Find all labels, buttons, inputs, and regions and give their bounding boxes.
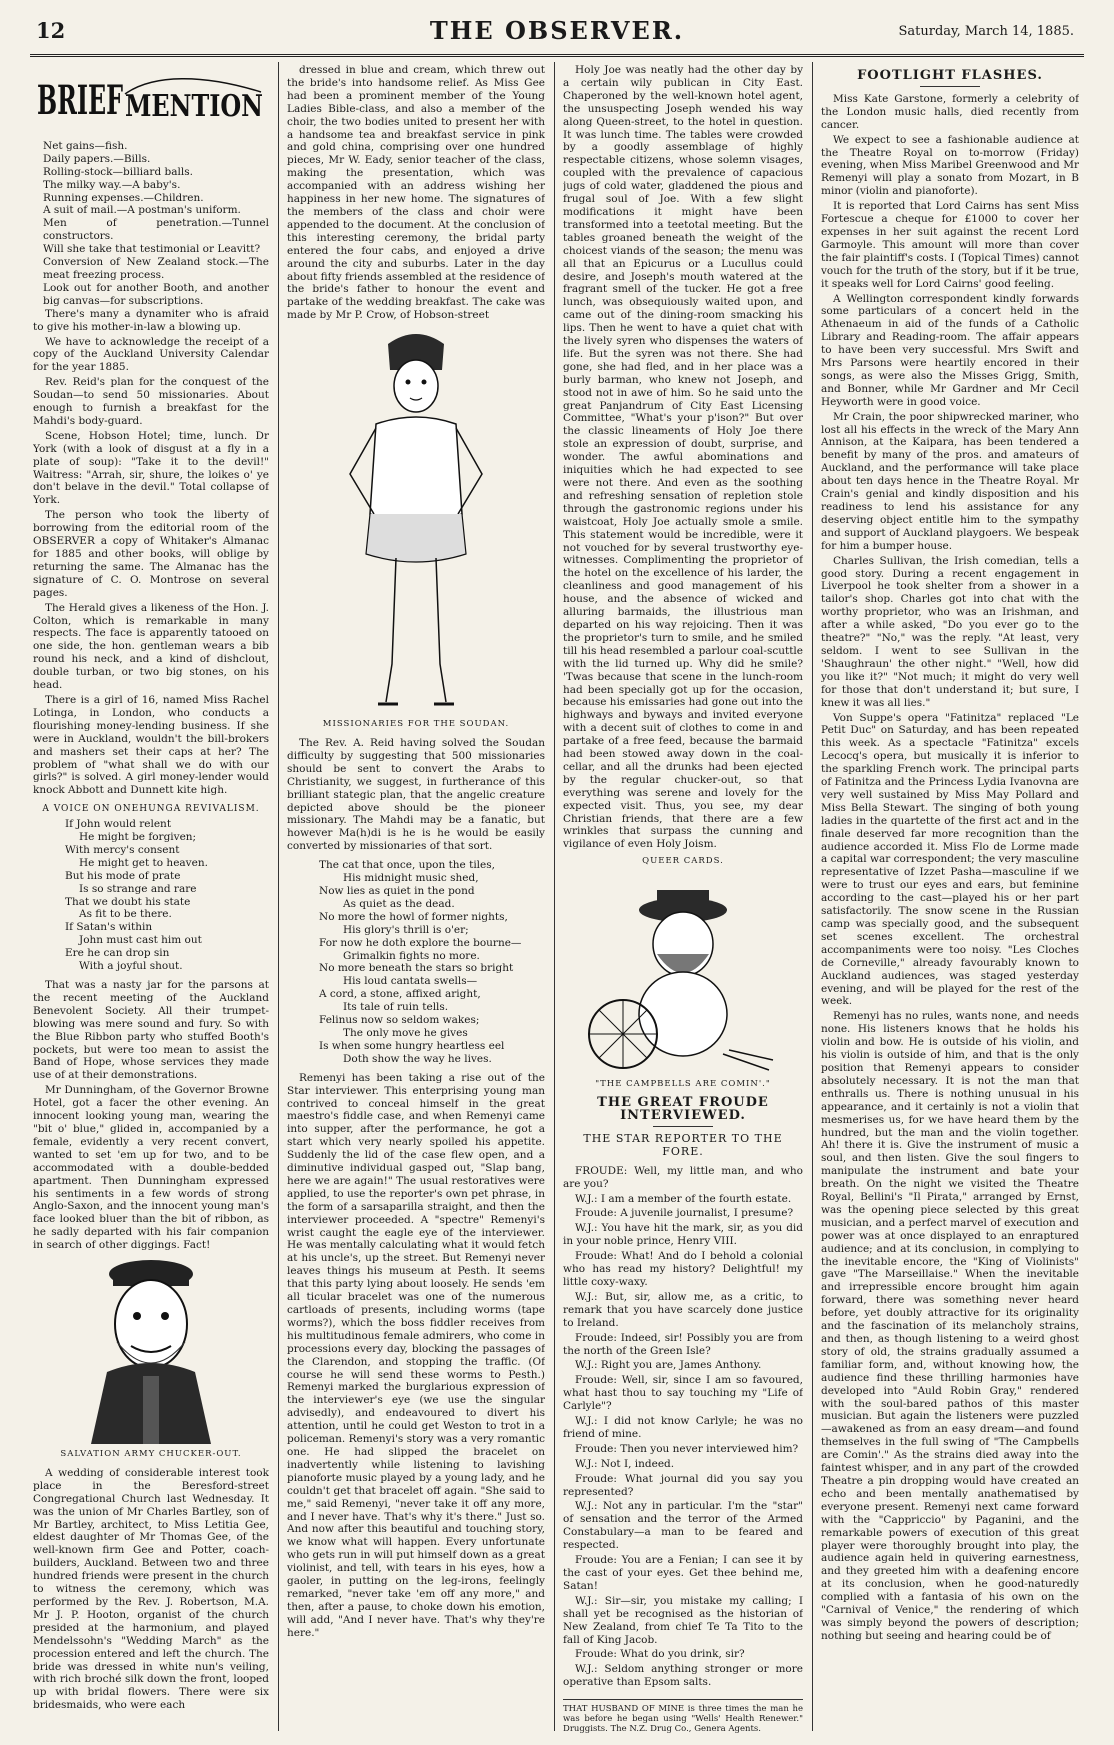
column-2	[287, 64, 545, 1745]
illustration-caption: MISSIONARIES FOR THE SOUDAN.	[322, 719, 510, 730]
poem-onehunga	[33, 803, 269, 973]
column-4	[821, 64, 1079, 1745]
paragraph: That was a nasty jar for the parsons at the recent meeting of the Auckland Benevolent Society. All their trumpet-blowing was mere sound and fury. So with the Blue Ribbon party who stuffed Booth's pockets, but were too mean to assist the Band of Hope, whose services they made use of at their demonstrations.	[33, 979, 269, 1082]
poem-line: As quiet as the dead.	[343, 897, 455, 910]
paragraph: It is reported that Lord Cairns has sent Miss Fortescue a cheque for £1000 to cover her expenses in her suit against the recent Lord Garmoyle. This amount will more than cover the fair plaintiff's costs. I (Topical Times) cannot vouch for the truth of the story, but if it be true, it speaks well for Lord Cairns' good feeling.	[821, 200, 1079, 290]
queer-cards-illustration	[573, 874, 793, 1074]
dialogue-line: Froude: Well, sir, since I am so favoured, what hast thou to say touching my "Life of Carlyle"?	[563, 1374, 803, 1413]
brief-item: Men of penetration.—Tunnel constructors.	[43, 217, 269, 243]
poem-line: But his mode of prate	[65, 869, 181, 882]
paragraph-group	[563, 64, 803, 851]
brief-item: A suit of mail.—A postman's uniform.	[43, 204, 241, 217]
paragraph: The person who took the liberty of borrowing from the editorial room of the OBSERVER a copy of Whitaker's Almanac for 1885 and other books, will oblige by returning the same. The Almanac has the signature of C. O. Montrose on several pages.	[33, 509, 269, 599]
poem-line: For now he doth explore the bourne—	[319, 936, 522, 949]
paragraph: Remenyi has no rules, wants none, and needs none. His listeners knows that he holds his violin and bow. He is outside of his violin, and his violin is outside of him, and that is the only position that Remenyi appears to consider absolutely necessary. It is not the man that enthralls us. There is nothing unusual in his appearance, and it certainly is not a violin that mesmerises us, for we have heard them by the hundred, but the man and the violin together. Ah! there it is. Give the instrument of music a soul, and then listen. Give the soul fingers to manipulate the instrument and bate your breath. On the night we visited the Theatre Royal, Bellini's "Il Pirata," arranged by Ernst, was the opening piece selected by this great musician, and a perfect marvel of execution and power was at once displayed to an enraptured audience; and at its conclusion, in complying to the inevitable encore, the "King of Violinists" gave "The Marseillaise." When the inevitable and irrepressible encore brought him again forward, there was something never heard before, yet doubly attractive for its originality and the fascination of its melancholy strains, and then, as though listening to a weird ghost story of old, the strains gradually assumed a familiar form, and, without knowing how, the audience find these thrilling harmonies have developed into "Auld Robin Gray," rendered with the soul-bared pathos of this master musician. But again the listeners were puzzled—awakened as from an easy dream—and found themselves in the full swing of "The Campbells are Comin'." As the strains died away into the faintest whisper, and in any part of the crowded Theatre a pin dropping would have created an echo and been mentally anathematised by everyone present. Remenyi next came forward with the "Cappriccio" by Paganini, and the remarkable powers of execution of this great player were thoroughly brought into play, the audience again held in quivering earnestness, and they greeted him with a deafening encore at its conclusion, when he good-naturedly complied with a fantasia of his own on the "Carnival of Venice," the rendering of which was simply beyond the powers of description; nothing but seeing and hearing could be of	[821, 1010, 1079, 1642]
brief-item: Look out for another Booth, and another big canvas—for subscriptions.	[43, 281, 269, 307]
paragraph: A wedding of considerable interest took place in the Beresford-street Congregational Church last Wednesday. It was the union of Mr Charles Bartley, son of Mr Bartley, architect, to Miss Letitia Gee, eldest daughter of Mr Thomas Gee, of the well-known firm Gee and Potter, coach-builders, Auckland. Between two and three hundred friends were present in the church to witness the ceremony, which was performed by the Rev. J. Robertson, M.A. Mr J. P. Hooton, organist of the church presided at the harmonium, and played Mendelssohn's "Wedding March" as the procession entered and left the church. The bride was dressed in white nun's veiling, with rich broché silk down the front, looped up with bridal flowers. There were six bridesmaids, who were each	[33, 1466, 269, 1712]
dialogue-line: Froude: Indeed, sir! Possibly you are from the north of the Green Isle?	[563, 1331, 803, 1357]
poem-line: He might get to heaven.	[79, 856, 208, 869]
paragraph-group	[33, 308, 269, 798]
poem-line: Felinus now so seldom wakes;	[319, 1014, 480, 1027]
paragraph: Remenyi has been taking a rise out of the Star interviewer. This enterprising young man contrived to conceal himself in the great maestro's fiddle case, and when Remenyi came into supper, after the performance, he got a start which very nearly spoiled his appetite. Suddenly the lid of the case flew open, and a diminutive individual gasped out, "Slap bang, here we are again!" The usual restoratives were applied, to use the reporter's own pet phrase, in the form of a sarsaparilla straight, and then the interviewer proceeded. A "spectre" Remenyi's wrist caught the eagle eye of the interviewer. He was mentally calculating what it would fetch at his uncle's, up the street. But Remenyi never leaves things his museum at Pesth. It seems that this party lying about loosely. He sends 'em all ticular bracelet was one of the numerous cartloads of presents, including worms (tape worms?), which the boss fiddler receives from his multitudinous female admirers, who come in processions every day, blocking the passages of the Clarendon, and stopping the traffic. (Of course he will send these worms to Pesth.) Remenyi marked the burglarious expression of the interviewer's eye (we use the singular advisedly), and endeavoured to divert his attention, until he could get Weston to trot in a policeman. Remenyi's story was a very romantic one. He had slipped the bracelet on inadvertently while listening to lavishing pianoforte music played by a young lady, and he couldn't get that bracelet off again. "She said to me," said Remenyi, "never take it off any more, and I never have. That's why it's there." Just so. And now after this beautiful and touching story, we know what will happen. Every unfortunate who gets run in will put himself down as a great violinist, and tell, with tears in his eyes, how a gaoler, in putting on the leg-irons, feelingly remarked, "never take 'em off any more," and then, after a pause, to choke down his emotion, will add, "And I never have. That's why they're here."	[287, 1071, 545, 1639]
dialogue-line: W.J.: Right you are, James Anthony.	[575, 1359, 762, 1372]
illustration-title: QUEER CARDS.	[642, 856, 724, 867]
poem-line: Is when some hungry heartless eel	[319, 1039, 505, 1052]
poem-line: No more beneath the stars so bright	[319, 962, 514, 975]
masthead-rule	[30, 54, 1084, 57]
poem-line: John must cast him out	[79, 934, 202, 947]
dialogue-line: W.J.: You have hit the mark, sir, as you did in your noble prince, Henry VIII.	[563, 1222, 803, 1248]
dialogue-line: Froude: You are a Fenian; I can see it by the cast of your eyes. Get thee behind me, Satan!	[563, 1554, 803, 1592]
poem-line: Its tale of ruin tells.	[343, 1001, 449, 1014]
masthead	[0, 0, 1114, 58]
illustration-caption: SALVATION ARMY CHUCKER-OUT.	[60, 1449, 242, 1460]
dialogue-line: W.J.: Not I, indeed.	[575, 1457, 675, 1470]
paragraph: Von Suppe's opera "Fatinitza" replaced "Le Petit Duc" on Saturday, and has been repeated this week. As a spectacle "Fatinitza" excels Lecocq's opera, but musically it is inferior to the sparkling French work. The principal parts of Fatinitza and the Princess Lydia Ivanovna are very well sustained by Miss May Pollard and Miss Bella Stewart. The singing of both young ladies in the quartette of the first act and in the finale deserved far more recognition than the audience accorded it. Miss Flo de Lorme made a capital war correspondent; the very masculine representative of Izzet Pasha—masculine if we were to trust our eyes and ears, but feminine according to the cast—played his or her part satisfactorily. The snow scene in the Russian camp was specially good, and the subsequent set scenes excellent. The orchestral accompaniments were too noisy. "Les Cloches de Corneville," already favourably known to Auckland audiences, was staged yesterday evening, and will be played for the rest of the week.	[821, 711, 1079, 1008]
banner-word-brief: BRIEF	[37, 77, 123, 124]
paragraph: There's many a dynamiter who is afraid to give his mother-in-law a blowing up.	[33, 307, 269, 333]
poem-line: If Satan's within	[65, 921, 153, 934]
page-number: 12	[36, 18, 66, 43]
dialogue-line: W.J.: Not any in particular. I'm the "star" of sensation and the terror of the Armed Constabulary—a man to be feared and respected.	[563, 1500, 803, 1552]
paragraph: A Wellington correspondent kindly forwards some particulars of a concert held in the Athenaeum in aid of the funds of a Catholic Library and Reading-room. The affair appears to have been very successful. Mrs Swift and Mrs Parsons were heartily encored in their songs, as were also the Misses Grigg, Smith, and Bonner, while Mr Gardner and Mr Cecil Heyworth were in good voice.	[821, 292, 1079, 408]
poem-line: Doth show the way he lives.	[343, 1052, 492, 1065]
paragraph-group	[287, 64, 545, 322]
dialogue-line: W.J.: But, sir, allow me, as a critic, to remark that you have scarcely done justice to Ireland.	[563, 1290, 803, 1329]
column-divider	[554, 62, 555, 1731]
column-3	[563, 64, 803, 1745]
paragraph: We expect to see a fashionable audience at the Theatre Royal on to-morrow (Friday) evening, when Miss Maribel Greenwood and Mr Remenyi will play a sonato from Mozart, in B minor (violin and pianoforte).	[821, 133, 1079, 198]
poem-line: A cord, a stone, affixed aright,	[319, 988, 481, 1001]
dialogue-line: W.J.: I am a member of the fourth estate.	[575, 1192, 792, 1205]
column-divider	[278, 62, 279, 1731]
poem-title: A VOICE ON ONEHUNGA REVIVALISM.	[42, 804, 260, 815]
brief-list	[33, 140, 269, 308]
poem-line: No more the howl of former nights,	[319, 910, 508, 923]
brief-item: The milky way.—A baby's.	[43, 178, 181, 191]
dialogue-line: Froude: What do you drink, sir?	[575, 1648, 745, 1661]
poem-line: Now lies as quiet in the pond	[319, 885, 475, 897]
dialogue-line: W.J.: Sir—sir, you mistake my calling; I shall yet be recognised as the historian of New Zealand, from chief Te Ta Tito to the fall of King Jacob.	[563, 1594, 803, 1646]
column-1	[33, 64, 269, 1745]
paragraph: We have to acknowledge the receipt of a copy of the Auckland University Calendar for the year 1885.	[33, 335, 269, 374]
poem-line: He might be forgiven;	[79, 831, 197, 844]
paragraph-group	[287, 1072, 545, 1640]
illustration-caption: "THE CAMPBELLS ARE COMIN'."	[595, 1079, 771, 1090]
brief-item: Will she take that testimonial or Leavitt?	[43, 243, 261, 256]
interview-dialogue	[563, 1165, 803, 1689]
paragraph: There is a girl of 16, named Miss Rachel Lotinga, in London, who conducts a flourishing money-lending business. If she were in Auckland, wouldn't the bill-brokers and mashers set their caps at her? The problem of "what shall we do with our girls?" is solved. A girl money-lender would knock Abbott and Dunnett kite high.	[33, 693, 269, 797]
paragraph: Miss Kate Garstone, formerly a celebrity of the London music halls, died recently from cancer.	[821, 92, 1079, 131]
issue-date: Saturday, March 14, 1885.	[898, 24, 1074, 39]
dialogue-line: FROUDE: Well, my little man, and who are you?	[563, 1164, 803, 1190]
advertisement: THAT HUSBAND OF MINE is three times the man he was before he began using "Wells' Health Renewer." Druggists. The N.Z. Drug Co., Genera Agents.	[563, 1699, 803, 1734]
article-heading: THE GREAT FROUDE INTERVIEWED.	[597, 1095, 769, 1123]
heading-rule	[653, 1126, 713, 1127]
paragraph-group	[33, 1467, 269, 1712]
article-subheading: THE STAR REPORTER TO THE FORE.	[583, 1131, 783, 1158]
paragraph: Charles Sullivan, the Irish comedian, tells a good story. During a recent engagement in Liverpool he took shelter from a shower in a tailor's shop. Charles got into chat with the worthy proprietor, who was an Irishman, and after a while asked, "Do you ever go to the theatre?" "No," was the reply. "At least, very seldom. I went to see Sullivan in the 'Shaughraun' the other night." "Well, how did you like it?" "Not much; it might do very well for those that don't understand it; but sure, I knew it was all lies."	[821, 554, 1079, 709]
dialogue-line: Froude: What! And do I behold a colonial who has read my history? Delightful! my little coxy-waxy.	[563, 1250, 803, 1288]
paragraph: The Rev. A. Reid having solved the Soudan difficulty by suggesting that 500 missionaries should be sent to convert the Arabs to Christianity, we suggest, in furtherance of this brilliant stategic plan, that the angelic creature depicted above should be the pioneer missionary. The Mahdi may be a fanatic, but however Ma(h)di is he is he would be easily converted by missionaries of that sort.	[287, 737, 545, 853]
poem-lines	[33, 818, 269, 973]
poem-line: His loud cantata swells—	[343, 975, 478, 988]
brief-item: Rolling-stock—billiard balls.	[43, 165, 193, 178]
salvation-army-illustration	[51, 1254, 251, 1444]
dialogue-line: W.J.: Seldom anything stronger or more operative than Epsom salts.	[563, 1663, 803, 1689]
poem-line: The cat that once, upon the tiles,	[319, 859, 495, 872]
missionary-illustration	[316, 324, 516, 714]
poem-line: The only move he gives	[343, 1026, 468, 1039]
paragraph: The Herald gives a likeness of the Hon. J. Colton, which is remarkable in many respects. The face is apparently tatooed on one side, the hon. gentleman wears a bib round his neck, and a kind of dishclout, double turban, or two big stones, on his head.	[33, 601, 269, 692]
poem-lines	[287, 859, 545, 1066]
poem-line: If John would relent	[65, 818, 172, 831]
poem-line: His midnight music shed,	[343, 872, 479, 885]
paragraph-group	[33, 979, 269, 1252]
poem-cat	[287, 859, 545, 1066]
poem-line: With mercy's consent	[65, 843, 180, 856]
poem-line: Grimalkin fights no more.	[343, 949, 480, 962]
column-divider	[812, 62, 813, 1731]
dialogue-line: Froude: Then you never interviewed him?	[575, 1442, 799, 1455]
poem-line: His glory's thrill is o'er;	[343, 923, 469, 936]
dialogue-line: Froude: A juvenile journalist, I presume?	[575, 1207, 794, 1220]
dialogue-line: Froude: What journal did you say you represented?	[563, 1472, 803, 1498]
poem-line: Is so strange and rare	[79, 882, 197, 895]
paragraph: Rev. Reid's plan for the conquest of the Soudan—to send 50 missionaries. About enough to furnish a breakfast for the Mahdi's body-guard.	[33, 376, 269, 427]
brief-item: Running expenses.—Children.	[43, 191, 204, 204]
section-heading: FOOTLIGHT FLASHES.	[857, 68, 1043, 83]
brief-mention-banner	[33, 64, 269, 130]
paragraph-group	[821, 93, 1079, 1643]
paragraph: Mr Crain, the poor shipwrecked mariner, who lost all his effects in the wreck of the Mary Ann Annison, at the Kaipara, has been tendered a benefit by many of the pros. and amateurs of Auckland, and the performance will take place about ten days hence in the Theatre Royal. Mr Crain's genial and kindly disposition and his readiness to lend his assistance for any deserving object entitle him to the sympathy and support of Auckland playgoers. We bespeak for him a bumper house.	[821, 410, 1079, 552]
paragraph: Mr Dunningham, of the Governor Browne Hotel, got a facer the other evening. An innocent looking young man, wearing the "bit o' blue," glided in, accompanied by a female, evidently a very recent convert, wanted to set 'em up for two, and to be accommodated with a double-bedded apartment. Then Dunningham expressed his sentiments in a few words of strong Anglo-Saxon, and the innocent young man's face looked bluer than the bit of ribbon, as he sadly departed with his fair companion in search of other diggings. Fact!	[33, 1084, 269, 1252]
heading-rule	[920, 86, 980, 87]
poem-line: With a joyful shout.	[79, 960, 183, 973]
brief-item: Conversion of New Zealand stock.—The meat freezing process.	[43, 256, 269, 281]
banner-word-mention: MENTION	[125, 89, 263, 124]
newspaper-title: THE OBSERVER.	[429, 16, 685, 45]
paragraph: dressed in blue and cream, which threw out the bride's into handsome relief. As Miss Gee had been a prominent member of the Young Ladies Bible-class, and also a member of the choir, the two bodies united to present her with a handsome tea and breakfast service in pink and gold china, comprising over one hundred pieces, Mr W. Eady, senior teacher of the class, making the presentation, which was accompanied with an address wishing her happiness in her new home. The signatures of the members of the class and choir were appended to the document. At the conclusion of this interesting ceremony, the bridal party entered the four cabs, and enjoyed a drive around the city and suburbs. Later in the day about fifty friends assembled at the residence of the bride's father to honour the event and partake of the wedding breakfast. The cake was made by Mr P. Crow, of Hobson-street	[287, 64, 545, 322]
dialogue-line: W.J.: I did not know Carlyle; he was no friend of mine.	[563, 1415, 803, 1440]
brief-item: Daily papers.—Bills.	[43, 152, 151, 165]
poem-line: Ere he can drop sin	[65, 947, 170, 960]
poem-line: As fit to be there.	[79, 908, 172, 921]
paragraph-group	[287, 737, 545, 853]
brief-item: Net gains—fish.	[43, 139, 128, 152]
poem-line: That we doubt his state	[65, 895, 191, 908]
paragraph: Holy Joe was neatly had the other day by a certain wily publican in City East. Chaperoned by the well-known hotel agent, the unsuspecting Joseph wended his way along Queen-street, to the hotel in question. It was lunch time. The tables were crowded by a goodly assemblage of highly respectable citizens, whose solemn visages, coupled with the prevalence of capacious jugs of cold water, gladdened the pious and frugal soul of Joe. With a few slight modifications it might have been transformed into a teetotal meeting. But the tables groaned beneath the weight of the choicest viands of the season; the menu was all that an Epicurus or a Lucullus could desire, and Joseph's mouth watered at the fragrant smell of the tucker. He got a free lunch, was obsequiously waited upon, and came out of the dining-room smacking his lips. Then he went to have a quiet chat with the lively syren who dispenses the waters of life. But the syren was not there. She had gone, she had fled, and in her place was a burly barman, who knew not Joseph, and stood not in awe of him. So he said unto the great Panjandrum of City East Licensing Committee, "What's your p'ison?" But over the classic lineaments of Holy Joe there stole an expression of doubt, surprise, and wonder. The awful abominations and iniquities which he had expected to see were not there. And even as the soothing and refreshing sensation of repletion stole through the gastronomic regions under his waistcoat, Holy Joe actually smole a smile. This statement would be incredible, were it not vouched for by several trustworthy eye-witnesses. Complimenting the proprietor of the hotel on the excellence of his larder, the cleanliness and good management of his house, and the absence of wicked and alluring barmaids, the illustrious man departed on his way rejoicing. Then it was the proprietor's turn to smile, and he smiled till his head resembled a parlour coal-scuttle with the lid turned up. Why did he smile? 'Twas because that scene in the lunch-room had been specially got up for the occasion, because his emissaries had gone out into the highways and byways and invited everyone with a decent suit of clothes to come in and partake of a free feed, because the barmaid had been stowed away down in the coal-cellar, and all the drunks had been ejected by the regular chucker-out, so that everything was serene and lovely for the expected visit. Thus, you see, my dear Christian friends, that there are a few wrinkles that surpass the cunning and vigilance of even Holy Joism.	[563, 64, 803, 851]
paragraph: Scene, Hobson Hotel; time, lunch. Dr York (with a look of disgust at a fly in a plate of soup): "Take it to the devil!" Waitress: "Arrah, sir, shure, the loikes o' ye don't belave in the devil." Total collapse of York.	[33, 429, 269, 507]
